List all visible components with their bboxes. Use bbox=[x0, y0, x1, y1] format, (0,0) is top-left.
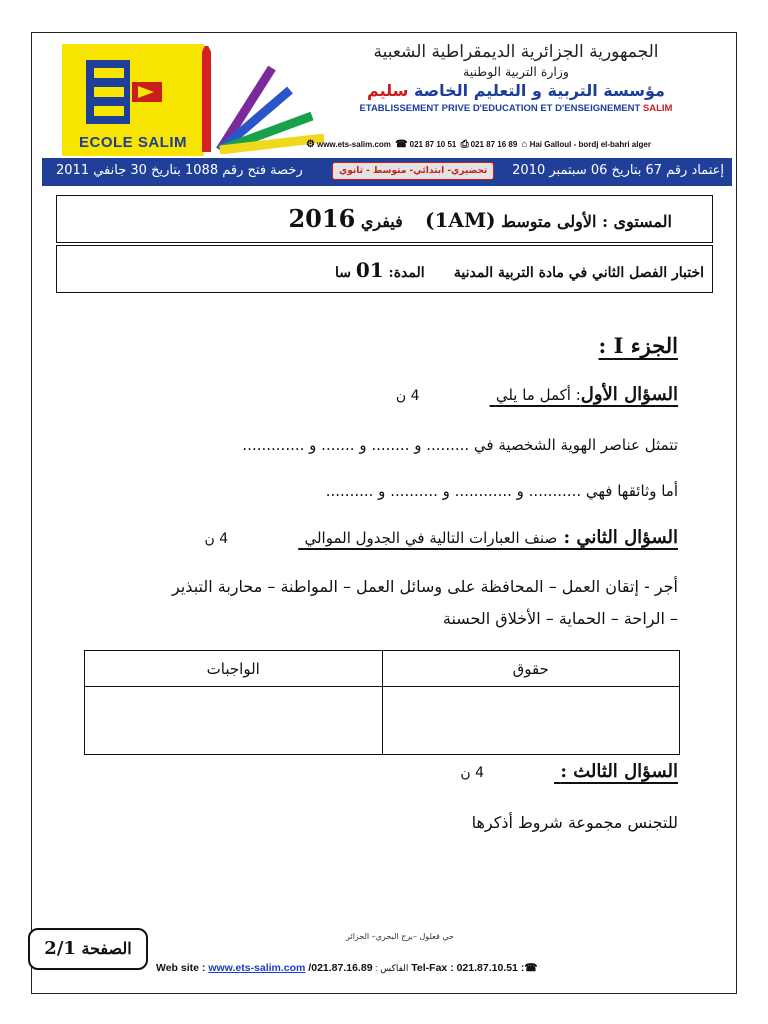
website-link[interactable]: www.ets-salim.com bbox=[208, 962, 306, 974]
school-prefix-fr: ETABLISSEMENT PRIVE D'EDUCATION ET D'ENSEIGNEMENT bbox=[359, 103, 641, 114]
exam-title: اختبار الفصل الثاني في مادة التربية المدنية bbox=[453, 265, 704, 281]
school-brand-ar: سليم bbox=[367, 81, 409, 100]
rights-duties-table bbox=[84, 650, 680, 755]
footer-telfax: Tel-Fax : 021.87.10.51 : bbox=[408, 962, 525, 974]
phone-icon: ☎ bbox=[395, 139, 408, 150]
level-value: الأولى متوسط bbox=[501, 212, 597, 231]
school-logo bbox=[62, 44, 204, 156]
rights-answer-cell bbox=[382, 687, 680, 755]
part-title: الجزء I : bbox=[598, 333, 678, 358]
fax-text: 021 87 16 89 bbox=[470, 140, 518, 149]
contact-line bbox=[304, 139, 734, 150]
duration-label: المدة: bbox=[388, 265, 425, 281]
globe-icon: ⚙ bbox=[306, 139, 315, 150]
address-text: Hai Galloul - bordj el-bahri alger bbox=[529, 140, 651, 149]
exam-year: 2016 bbox=[288, 204, 356, 233]
question-2-heading bbox=[205, 527, 678, 548]
fax-icon: ⎙ bbox=[460, 139, 469, 150]
footer-contact bbox=[156, 962, 537, 974]
home-icon: ⌂ bbox=[521, 139, 528, 150]
approval-text: إعتماد رقم 67 بتاريخ 06 سبتمبر 2010 bbox=[512, 163, 724, 178]
school-name-ar bbox=[306, 81, 726, 100]
question-3-title: السؤال الثالث : bbox=[560, 761, 678, 782]
footer-address: حي قعلول –برج البحري– الجزائر bbox=[346, 932, 454, 941]
page-label: الصفحة bbox=[81, 939, 132, 958]
level-label: المستوى : bbox=[602, 212, 672, 231]
question-1-line-2: أما وثائقها فهي ........... و ............ و .......... و .......... bbox=[325, 482, 678, 500]
duration-value: 01 bbox=[355, 258, 384, 282]
question-1-title: السؤال الأول bbox=[580, 384, 678, 405]
level-box bbox=[56, 195, 713, 243]
question-2-title: السؤال الثاني : bbox=[563, 527, 678, 548]
phone-text: 021 87 10 51 bbox=[409, 140, 457, 149]
website-text: www.ets-salim.com bbox=[316, 140, 391, 149]
web-label: Web site : bbox=[156, 962, 206, 974]
logo-text: ECOLE SALIM bbox=[62, 134, 204, 151]
table-header-row bbox=[85, 651, 680, 687]
license-text: رخصة فتح رقم 1088 بتاريخ 30 جانفي 2011 bbox=[56, 163, 303, 178]
rights-header: حقوق bbox=[382, 651, 680, 687]
letterhead bbox=[42, 40, 732, 158]
accreditation-band bbox=[42, 158, 732, 186]
question-1-line-1: تتمثل عناصر الهوية الشخصية في ......... و ........ و ....... و ............. bbox=[242, 436, 678, 454]
header-titles bbox=[306, 40, 726, 114]
table-row bbox=[85, 687, 680, 755]
footer-fax-label: : الفاكس bbox=[372, 963, 409, 973]
school-brand-fr: SALIM bbox=[642, 103, 673, 114]
telfax-icon: ☎ bbox=[524, 962, 538, 974]
logo-emblem-icon bbox=[80, 52, 172, 132]
question-3-heading bbox=[460, 761, 678, 782]
question-1-points: 4 ن bbox=[395, 388, 420, 404]
page-value: 2/1 bbox=[44, 938, 76, 959]
question-1-heading bbox=[396, 384, 678, 405]
question-3-line: للتجنس مجموعة شروط أذكرها bbox=[471, 813, 678, 832]
footer-fax: /021.87.16.89 bbox=[305, 962, 373, 974]
duration-unit: سا bbox=[334, 265, 351, 281]
question-2-items-line-1: أجر - إتقان العمل – المحافظة على وسائل العمل – المواطنة – محاربة التبذير bbox=[172, 577, 678, 596]
question-2-points: 4 ن bbox=[204, 531, 229, 547]
duties-header: الواجبات bbox=[85, 651, 383, 687]
republic-title: الجمهورية الجزائرية الديمقراطية الشعبية bbox=[373, 42, 659, 62]
level-line bbox=[288, 204, 672, 233]
page-number-box bbox=[28, 928, 148, 970]
question-2-items-line-2: – الراحة – الحماية – الأخلاق الحسنة bbox=[442, 609, 678, 628]
question-2-instruction: صنف العبارات التالية في الجدول الموالي bbox=[304, 529, 558, 547]
exam-title-line bbox=[335, 258, 704, 282]
level-code: (1AM) bbox=[425, 208, 496, 232]
school-name-fr bbox=[306, 103, 726, 114]
exam-title-box bbox=[56, 245, 713, 293]
duties-answer-cell bbox=[85, 687, 383, 755]
question-1-instruction: : أكمل ما يلي bbox=[495, 386, 581, 404]
question-3-points: 4 ن bbox=[460, 765, 485, 781]
school-prefix-ar: مؤسسة التربية و التعليم الخاصة bbox=[413, 81, 665, 100]
exam-month: فيفري bbox=[360, 212, 403, 231]
levels-badge: تحضيري- ابتدائي- متوسط - ثانوي bbox=[332, 162, 494, 180]
ministry-title: وزارة التربية الوطنية bbox=[463, 64, 569, 79]
